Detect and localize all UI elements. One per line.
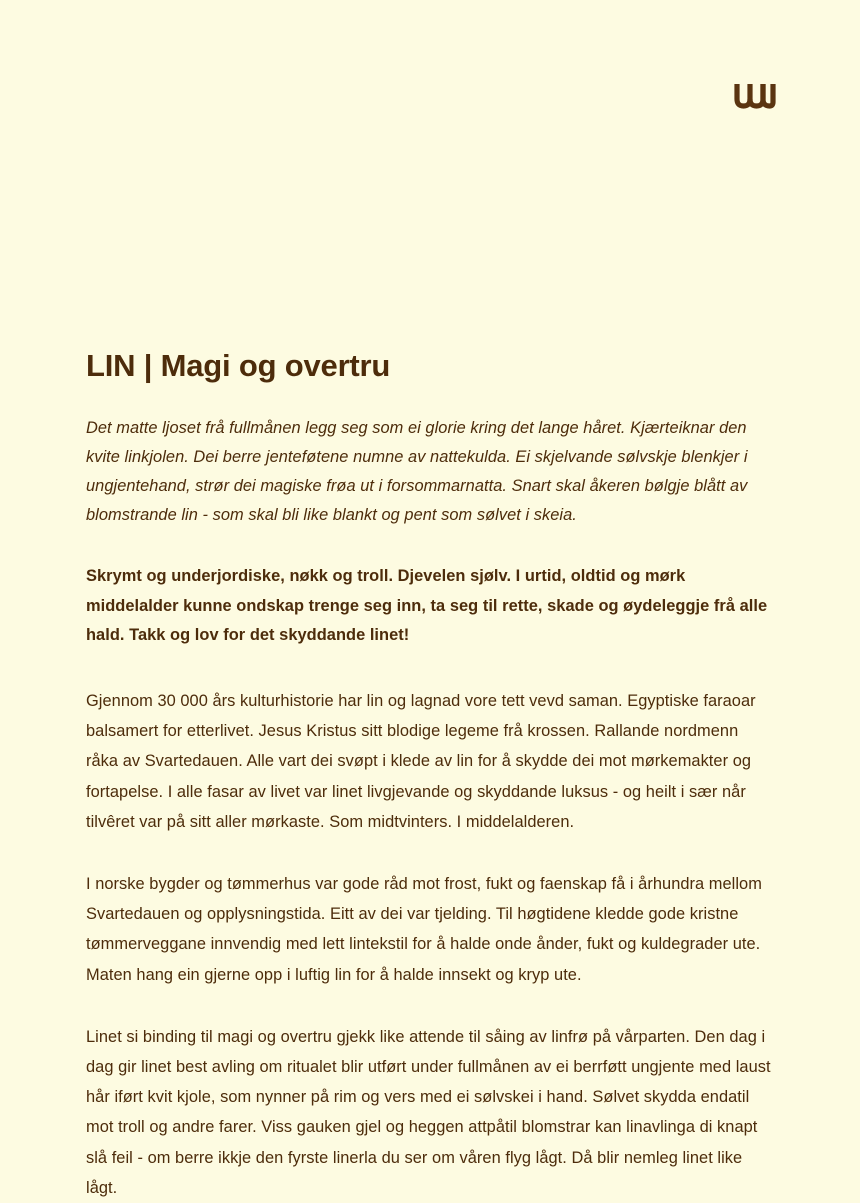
- page-title: LIN | Magi og overtru: [86, 348, 391, 383]
- article-paragraph-1: Gjennom 30 000 års kulturhistorie har lin og lagnad vore tett vevd saman. Egyptiske faraoar balsamert for etterlivet. Jesus Kristus sitt blodige legeme frå krossen. Rallande nordmenn råka av Svartedauen. Alle vart dei svøpt i klede av lin for å skydde dei mot mørkemakter og fortapelse. I alle fasar av livet var linet livgjevande og skyddande luksus - og heilt i sær når tilvêret var på sitt aller mørkaste. Som midtvinters. I middelalderen.: [86, 692, 756, 831]
- flax-mark-logo-icon[interactable]: [732, 78, 778, 112]
- article-content: [86, 348, 774, 1203]
- article-paragraph-2: I norske bygder og tømmerhus var gode råd mot frost, fukt og faenskap få i århundra mellom Svartedauen og opplysningstida. Eitt av dei var tjelding. Til høgtidene kledde gode kristne tømmerveggane innvendig med lett lintekstil for å halde onde ånder, fukt og kuldegrader ute. Maten hang ein gjerne opp i luftig lin for å halde innsekt og kryp ute.: [86, 875, 762, 984]
- article-paragraph-3: Linet si binding til magi og overtru gjekk like attende til såing av linfrø på vårparten. Den dag i dag gir linet best avling om ritualet blir utført under fullmånen av ei berrføtt ungjente med laust hår iført kvit kjole, som nynner på rim og vers med ei sølvskei i hand. Sølvet skydda endatil mot troll og andre farer. Viss gauken gjel og heggen attpåtil blomstrar kan linavlinga di knapt slå feil - om berre ikkje den fyrste linerla du ser om våren flyg lågt. Då blir nemleg linet like lågt.: [86, 1027, 771, 1197]
- article-lede: Det matte ljoset frå fullmånen legg seg som ei glorie kring det lange håret. Kjærteiknar den kvite linkjolen. Dei berre jenteføtene numne av nattekulda. Ei skjelvande sølvskje blenkjer i ungjentehand, strør dei magiske frøa ut i forsommarnatta. Snart skal åkeren bølgje blått av blomstrande lin - som skal bli like blankt og pent som sølvet i skeia.: [86, 418, 748, 525]
- article-standfirst: Skrymt og underjordiske, nøkk og troll. Djevelen sjølv. I urtid, oldtid og mørk middelalder kunne ondskap trenge seg inn, ta seg til rette, skade og øydeleggje frå alle hald. Takk og lov for det skyddande linet!: [86, 567, 768, 644]
- page-header: [0, 0, 860, 300]
